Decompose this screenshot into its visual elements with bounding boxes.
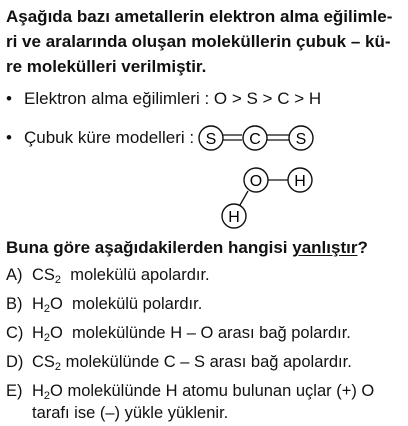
question-suffix: ? [357,238,368,257]
option-text: tarafı ise (–) yükle yüklenir. [32,404,229,422]
formula-cs2: CS [32,353,55,371]
option-a[interactable] [6,264,210,286]
bullet-dot: • [6,89,12,108]
option-letter: E) [6,382,23,400]
intro-line-3: re molekülleri verilmiştir. [6,57,207,76]
question-prefix: Buna göre aşağıdakilerden hangisi [6,238,293,257]
question-stem [6,237,368,259]
option-e[interactable] [6,380,374,402]
electronegativity-text: Elektron alma eğilimleri : O > S > C > H [24,89,322,108]
option-letter: D) [6,353,24,371]
question-emphasis: yanlıştır [292,238,358,257]
option-letter: A) [6,266,23,284]
formula-subscript: 2 [54,361,62,373]
formula-subscript: 2 [54,274,62,286]
option-text: molekülü apolardır. [61,266,210,284]
option-text: O molekülü polardır. [50,295,203,313]
option-letter: C) [6,324,24,342]
atom-s-left-label: S [205,131,217,148]
formula-h: H [32,295,44,313]
option-e-continuation [32,402,228,424]
atom-h-right-label: H [294,173,306,190]
formula-cs2: CS [32,266,55,284]
h2o-model [222,168,312,228]
formula-h: H [32,324,44,342]
option-b[interactable] [6,293,202,315]
cs2-model [199,126,313,150]
intro-line-1: Aşağıda bazı ametallerin elektron alma eğilimle- [6,7,393,26]
atom-c-center-label: C [249,131,261,148]
atom-h-bottom-label: H [228,209,240,226]
option-text: O molekülünde H – O arası bağ polardır. [50,324,351,342]
option-letter: B) [6,295,23,313]
bullet-dot: • [6,128,12,147]
formula-subscript: 2 [43,390,51,402]
option-text: molekülünde C – S arası bağ apolardır. [61,353,352,371]
models-label: Çubuk küre modelleri : [24,128,195,147]
formula-h: H [32,382,44,400]
formula-subscript: 2 [43,303,51,315]
option-d[interactable] [6,351,352,373]
atom-s-right-label: S [295,131,307,148]
option-text: O molekülünde H atomu bulunan uçlar (+) O [50,382,375,400]
formula-subscript: 2 [43,332,51,344]
option-c[interactable] [6,322,351,344]
intro-line-2: ri ve aralarında oluşan moleküllerin çubuk – kü- [6,32,391,51]
atom-o-label: O [249,173,263,190]
bond-o-h-bottom [240,191,248,205]
